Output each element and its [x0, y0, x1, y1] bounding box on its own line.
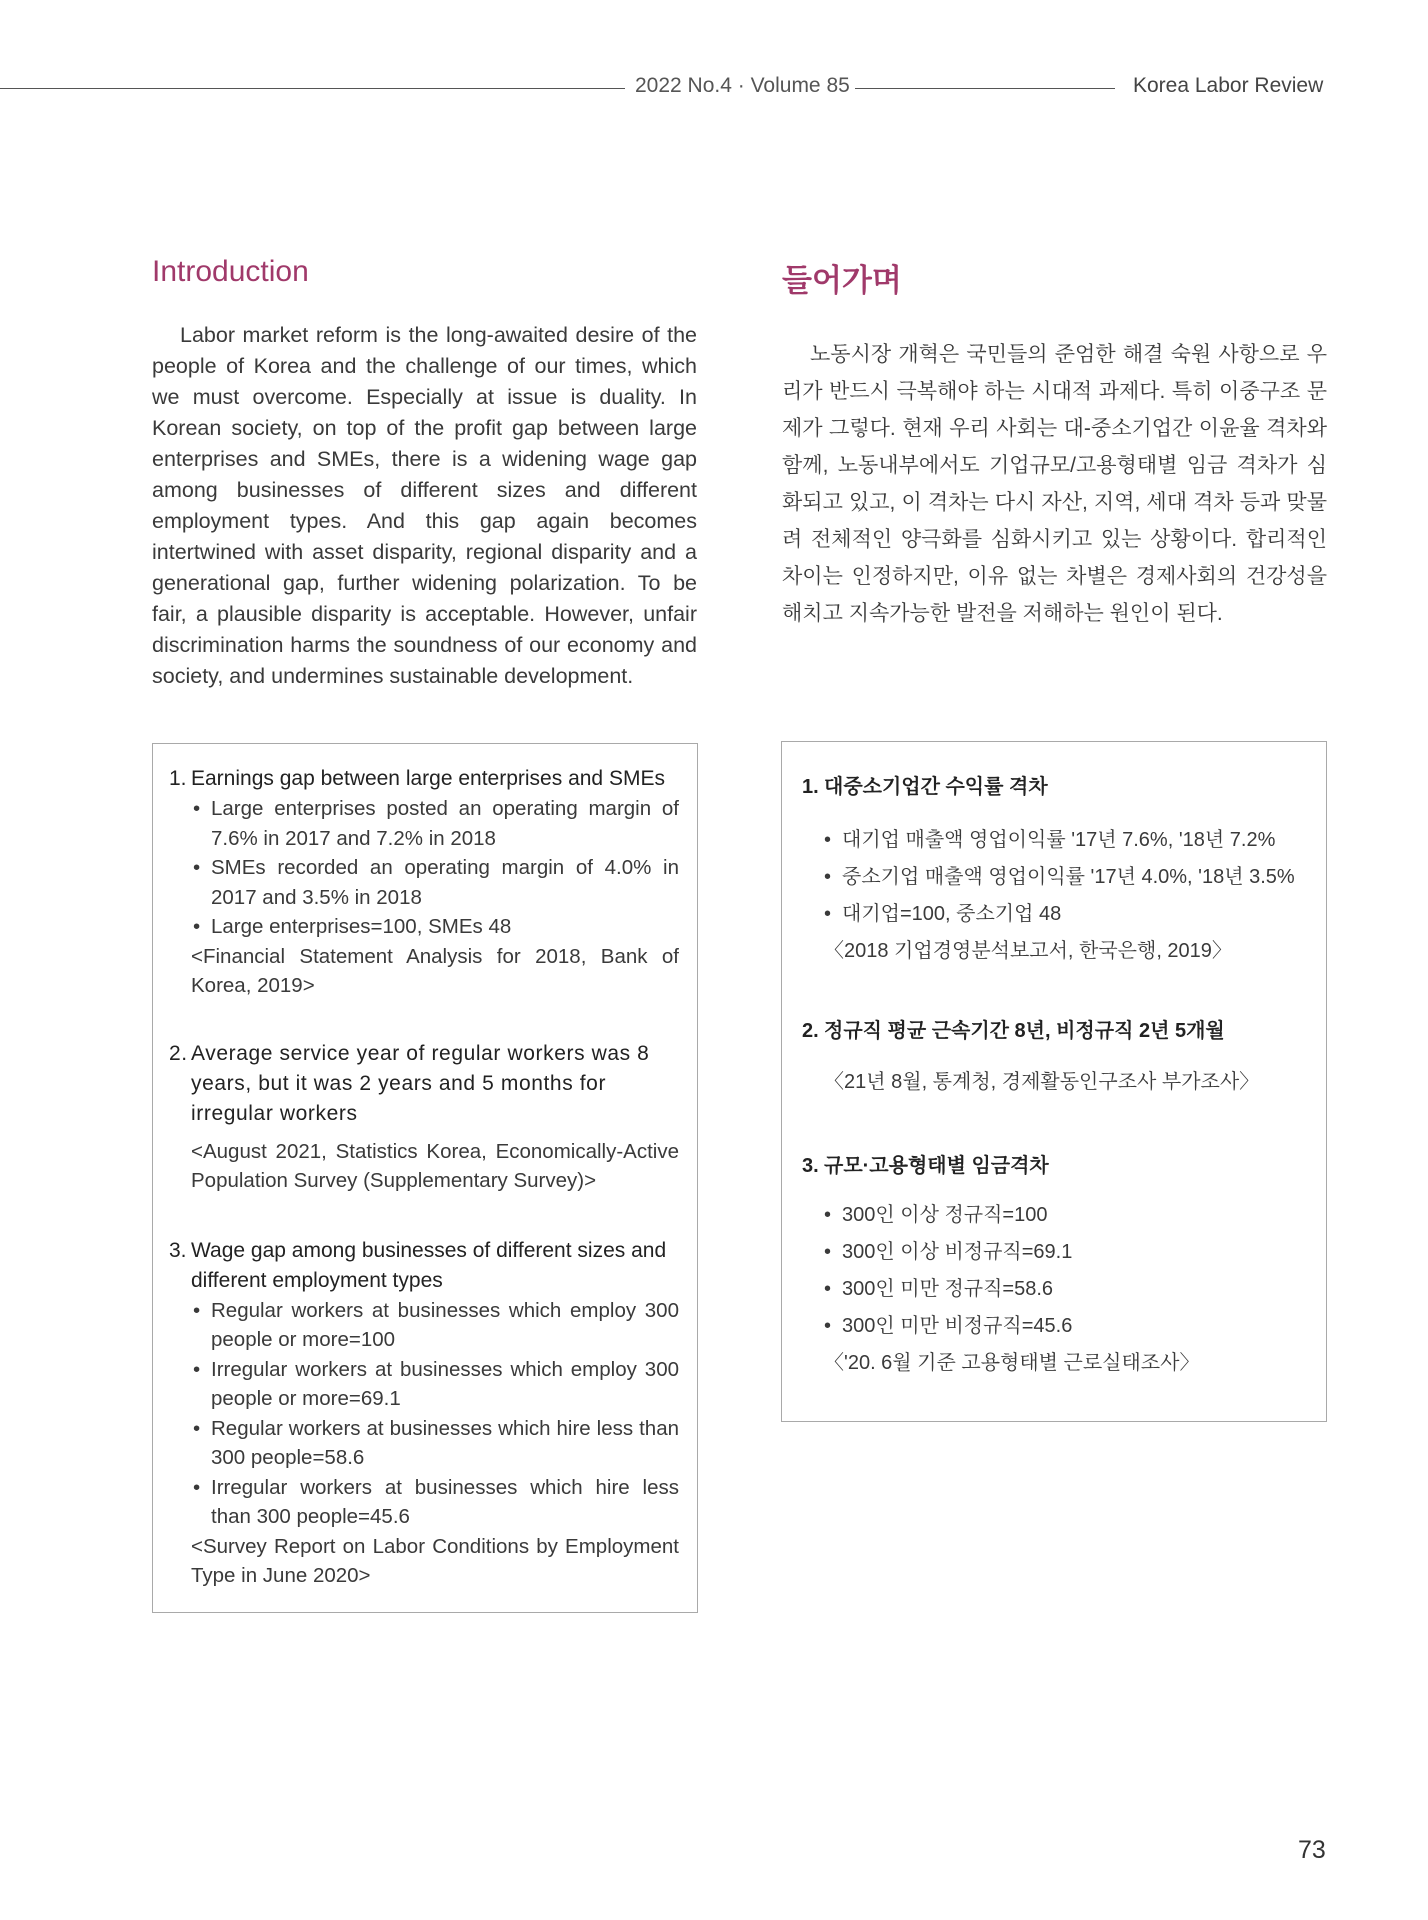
english-section-title: Introduction	[152, 255, 309, 288]
issue-label: 2022 No.4 · Volume 85	[635, 74, 850, 97]
korean-summary-box	[781, 741, 1327, 1422]
korean-box-item	[802, 1016, 1308, 1101]
korean-intro-paragraph: 노동시장 개혁은 국민들의 준엄한 해결 숙원 사항으로 우리가 반드시 극복해야 하는 시대적 과제다. 특히 이중구조 문제가 그렇다. 현재 우리 사회는 대-중소기업간 이윤율 격차와 함께, 노동내부에서도 기업규모/고용형태별 임금 격차가 심화되고 있고, 이 격차는 다시 자산, 지역, 세대 격차 등과 맞물려 전체적인 양극화를 심화시키고 있는 상황이다. 합리적인 차이는 인정하지만, 이유 없는 차별은 경제사회의 건강성을 해치고 지속가능한 발전을 저해하는 원인이 된다.	[782, 343, 1327, 625]
list-item: • Large enterprises=100, SMEs 48	[193, 912, 679, 942]
item-number: 2.	[802, 1020, 819, 1042]
item-number: 1.	[169, 767, 187, 790]
bullet-icon: •	[193, 915, 201, 938]
page-number: 73	[1298, 1836, 1326, 1864]
bullet-icon: •	[824, 829, 832, 851]
item-heading-text: 정규직 평균 근속기간 8년, 비정규직 2년 5개월	[824, 1020, 1225, 1042]
list-item: • SMEs recorded an operating margin of 4.0% in 2017 and 3.5% in 2018	[193, 853, 679, 912]
korean-item-heading	[802, 772, 1308, 802]
english-box-item	[169, 1236, 679, 1591]
english-box-item	[169, 764, 679, 1001]
item-heading-text: 규모·고용형태별 임금격차	[824, 1155, 1049, 1177]
korean-box-item	[802, 772, 1308, 970]
list-item: • Regular workers at businesses which hire less than 300 people=58.6	[193, 1414, 679, 1473]
korean-bullet-list	[802, 822, 1308, 933]
source-citation: 〈2018 기업경영분석보고서, 한국은행, 2019〉	[824, 940, 1232, 962]
bullet-icon: •	[193, 856, 201, 879]
item-heading-text: Earnings gap between large enterprises and SMEs	[191, 767, 665, 790]
list-item: • 중소기업 매출액 영업이익률 '17년 4.0%, '18년 3.5%	[824, 859, 1308, 896]
item-number: 3.	[169, 1238, 187, 1262]
english-item-heading	[169, 1236, 679, 1296]
english-intro-paragraph: Labor market reform is the long-awaited desire of the people of Korea and the challenge of our times, which we must overcome. Especially at issue is duality. In Korean society, on top of the profit gap between large enterprises and SMEs, there is a widening wage gap among businesses of different sizes and different employment types. And this gap again becomes intertwined with asset disparity, regional disparity and a generational gap, further widening polarization. To be fair, a plausible disparity is acceptable. However, unfair discrimination harms the soundness of our economy and society, and undermines sustainable development.	[152, 323, 697, 688]
item-number: 3.	[802, 1155, 819, 1177]
item-number: 1.	[802, 776, 819, 798]
bullet-icon: •	[193, 1475, 201, 1499]
english-title-block	[152, 255, 697, 289]
list-item: • 300인 미만 비정규직=45.6	[824, 1308, 1308, 1345]
bullet-icon: •	[824, 1204, 832, 1226]
english-box-item	[169, 1039, 679, 1196]
english-item-heading	[169, 764, 679, 794]
list-item: • 300인 미만 정규직=58.6	[824, 1271, 1308, 1308]
bullet-icon: •	[193, 1357, 201, 1381]
list-item: • 대기업=100, 중소기업 48	[824, 896, 1308, 933]
journal-title: Korea Labor Review	[1133, 74, 1324, 97]
source-citation: <August 2021, Statistics Korea, Economically-Active Population Survey (Supplementary Survey)>	[191, 1139, 679, 1192]
list-item: • Irregular workers at businesses which hire less than 300 people=45.6	[193, 1473, 679, 1532]
korean-item-heading	[802, 1016, 1308, 1046]
source-citation: <Survey Report on Labor Conditions by Employment Type in June 2020>	[191, 1534, 679, 1587]
source-citation: <Financial Statement Analysis for 2018, Bank of Korea, 2019>	[191, 944, 679, 997]
header-rule-middle	[855, 88, 1115, 89]
bullet-icon: •	[824, 1278, 832, 1300]
bullet-icon: •	[824, 903, 832, 925]
list-item: • Regular workers at businesses which employ 300 people or more=100	[193, 1296, 679, 1355]
header-rule-left	[0, 88, 625, 89]
bullet-icon: •	[193, 1298, 201, 1322]
korean-item-heading	[802, 1151, 1308, 1181]
list-item: • 300인 이상 정규직=100	[824, 1197, 1308, 1234]
korean-title-block	[782, 255, 1327, 300]
english-summary-box	[152, 743, 698, 1613]
english-bullet-list	[169, 1296, 679, 1532]
bullet-icon: •	[193, 1416, 201, 1440]
bullet-icon: •	[824, 1241, 832, 1263]
korean-box-item	[802, 1151, 1308, 1382]
bullet-icon: •	[193, 797, 201, 820]
list-item: • Large enterprises posted an operating margin of 7.6% in 2017 and 7.2% in 2018	[193, 794, 679, 853]
bullet-icon: •	[824, 866, 832, 888]
list-item: • 300인 이상 비정규직=69.1	[824, 1234, 1308, 1271]
source-citation: 〈21년 8월, 통계청, 경제활동인구조사 부가조사〉	[824, 1071, 1260, 1093]
list-item: • Irregular workers at businesses which employ 300 people or more=69.1	[193, 1355, 679, 1414]
source-citation: 〈'20. 6월 기준 고용형태별 근로실태조사〉	[824, 1352, 1200, 1374]
item-heading-text: Wage gap among businesses of different sizes and different employment types	[191, 1238, 667, 1292]
english-bullet-list	[169, 794, 679, 942]
item-heading-text: Average service year of regular workers was 8 years, but it was 2 years and 5 months for irregular workers	[191, 1041, 650, 1125]
item-number: 2.	[169, 1041, 188, 1065]
english-item-heading	[169, 1039, 679, 1129]
korean-section-title: 들어가며	[782, 263, 902, 298]
bullet-icon: •	[824, 1315, 832, 1337]
list-item: • 대기업 매출액 영업이익률 '17년 7.6%, '18년 7.2%	[824, 822, 1308, 859]
item-heading-text: 대중소기업간 수익률 격차	[824, 776, 1048, 798]
korean-bullet-list	[802, 1197, 1308, 1345]
